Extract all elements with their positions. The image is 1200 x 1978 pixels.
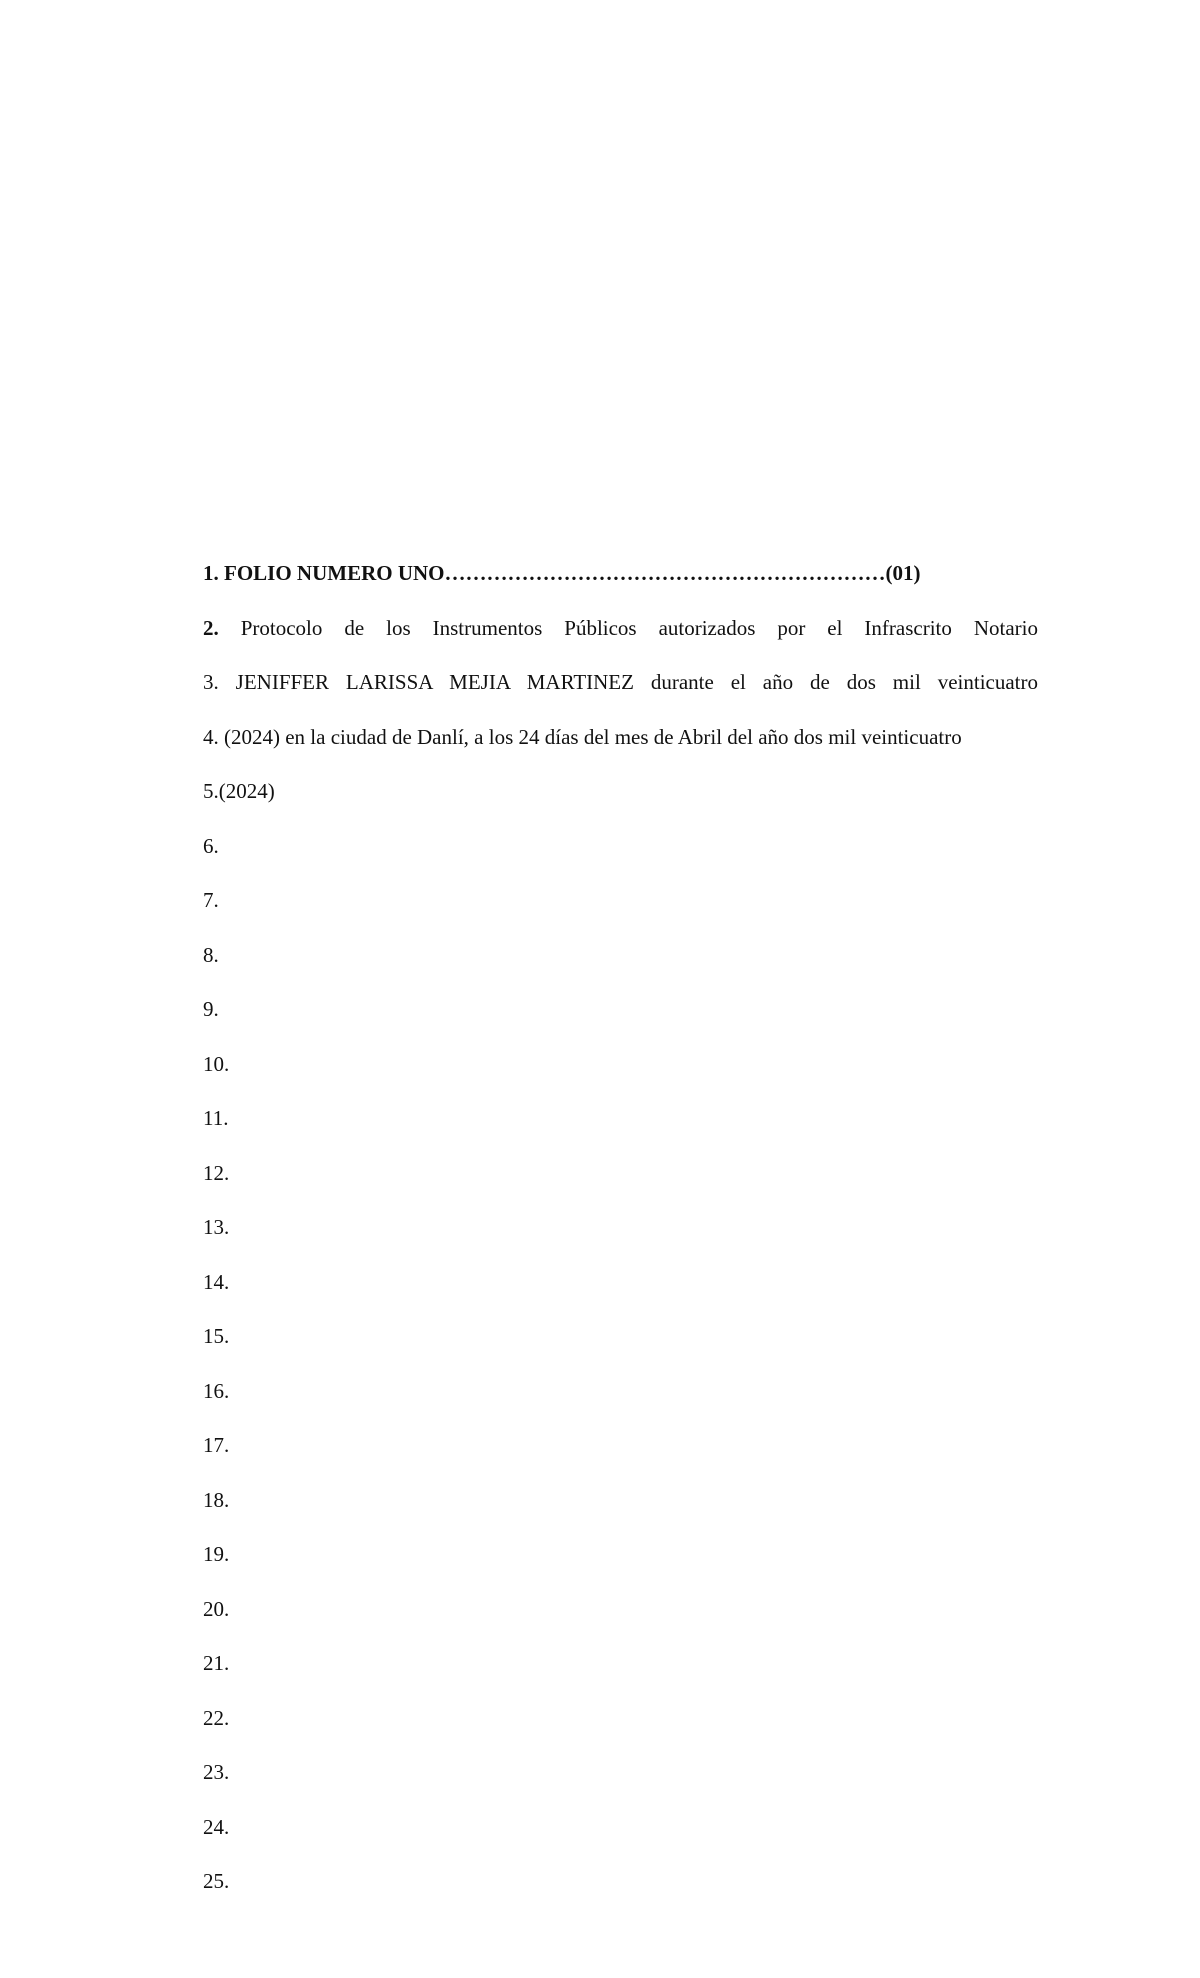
line-1 xyxy=(203,554,1038,609)
line-number: 2. xyxy=(203,615,219,640)
line-20 xyxy=(203,1590,1038,1645)
line-18 xyxy=(203,1481,1038,1536)
line-17 xyxy=(203,1426,1038,1481)
line-number: 6. xyxy=(203,833,219,858)
line-number: 12. xyxy=(203,1160,230,1185)
line-8 xyxy=(203,936,1038,991)
line-number: 3. xyxy=(203,670,219,694)
line-number: 7. xyxy=(203,888,219,912)
line-23 xyxy=(203,1753,1038,1808)
line-number: 10. xyxy=(203,1051,230,1076)
line-number: 1. xyxy=(203,561,219,585)
line-9 xyxy=(203,990,1038,1045)
line-text: (2024) xyxy=(218,779,275,803)
line-24 xyxy=(203,1808,1038,1863)
line-19 xyxy=(203,1535,1038,1590)
line-2 xyxy=(203,609,1038,664)
line-5 xyxy=(203,772,1038,827)
line-number: 9. xyxy=(203,997,219,1021)
line-number: 22. xyxy=(203,1705,230,1730)
line-text: FOLIO NUMERO UNO………………………………………………………(01) xyxy=(224,561,921,585)
line-number: 20. xyxy=(203,1596,230,1621)
numbered-lines xyxy=(203,554,1038,1917)
line-7 xyxy=(203,881,1038,936)
line-16 xyxy=(203,1372,1038,1427)
line-number: 18. xyxy=(203,1487,230,1512)
line-12 xyxy=(203,1154,1038,1209)
line-number: 25. xyxy=(203,1869,230,1893)
line-number: 23. xyxy=(203,1760,230,1784)
line-number: 19. xyxy=(203,1542,230,1566)
line-number: 15. xyxy=(203,1324,230,1348)
line-text: Protocolo de los Instrumentos Públicos autorizados por el Infrascrito Notario xyxy=(240,615,1038,640)
line-number: 17. xyxy=(203,1433,230,1457)
line-25 xyxy=(203,1862,1038,1917)
line-4 xyxy=(203,718,1038,773)
line-number: 21. xyxy=(203,1651,230,1675)
line-number: 16. xyxy=(203,1378,230,1403)
line-number: 5. xyxy=(203,779,219,803)
line-14 xyxy=(203,1263,1038,1318)
line-6 xyxy=(203,827,1038,882)
line-number: 8. xyxy=(203,942,219,967)
line-number: 11. xyxy=(203,1106,229,1130)
line-number: 24. xyxy=(203,1814,230,1839)
line-number: 4. xyxy=(203,724,219,749)
line-3 xyxy=(203,663,1038,718)
line-21 xyxy=(203,1644,1038,1699)
line-text: JENIFFER LARISSA MEJIA MARTINEZ durante el año de dos mil veinticuatro xyxy=(235,670,1038,694)
line-11 xyxy=(203,1099,1038,1154)
line-22 xyxy=(203,1699,1038,1754)
line-text: (2024) en la ciudad de Danlí, a los 24 días del mes de Abril del año dos mil veinticuatro xyxy=(224,724,962,749)
line-number: 14. xyxy=(203,1269,230,1294)
line-10 xyxy=(203,1045,1038,1100)
line-number: 13. xyxy=(203,1215,230,1239)
line-15 xyxy=(203,1317,1038,1372)
line-13 xyxy=(203,1208,1038,1263)
